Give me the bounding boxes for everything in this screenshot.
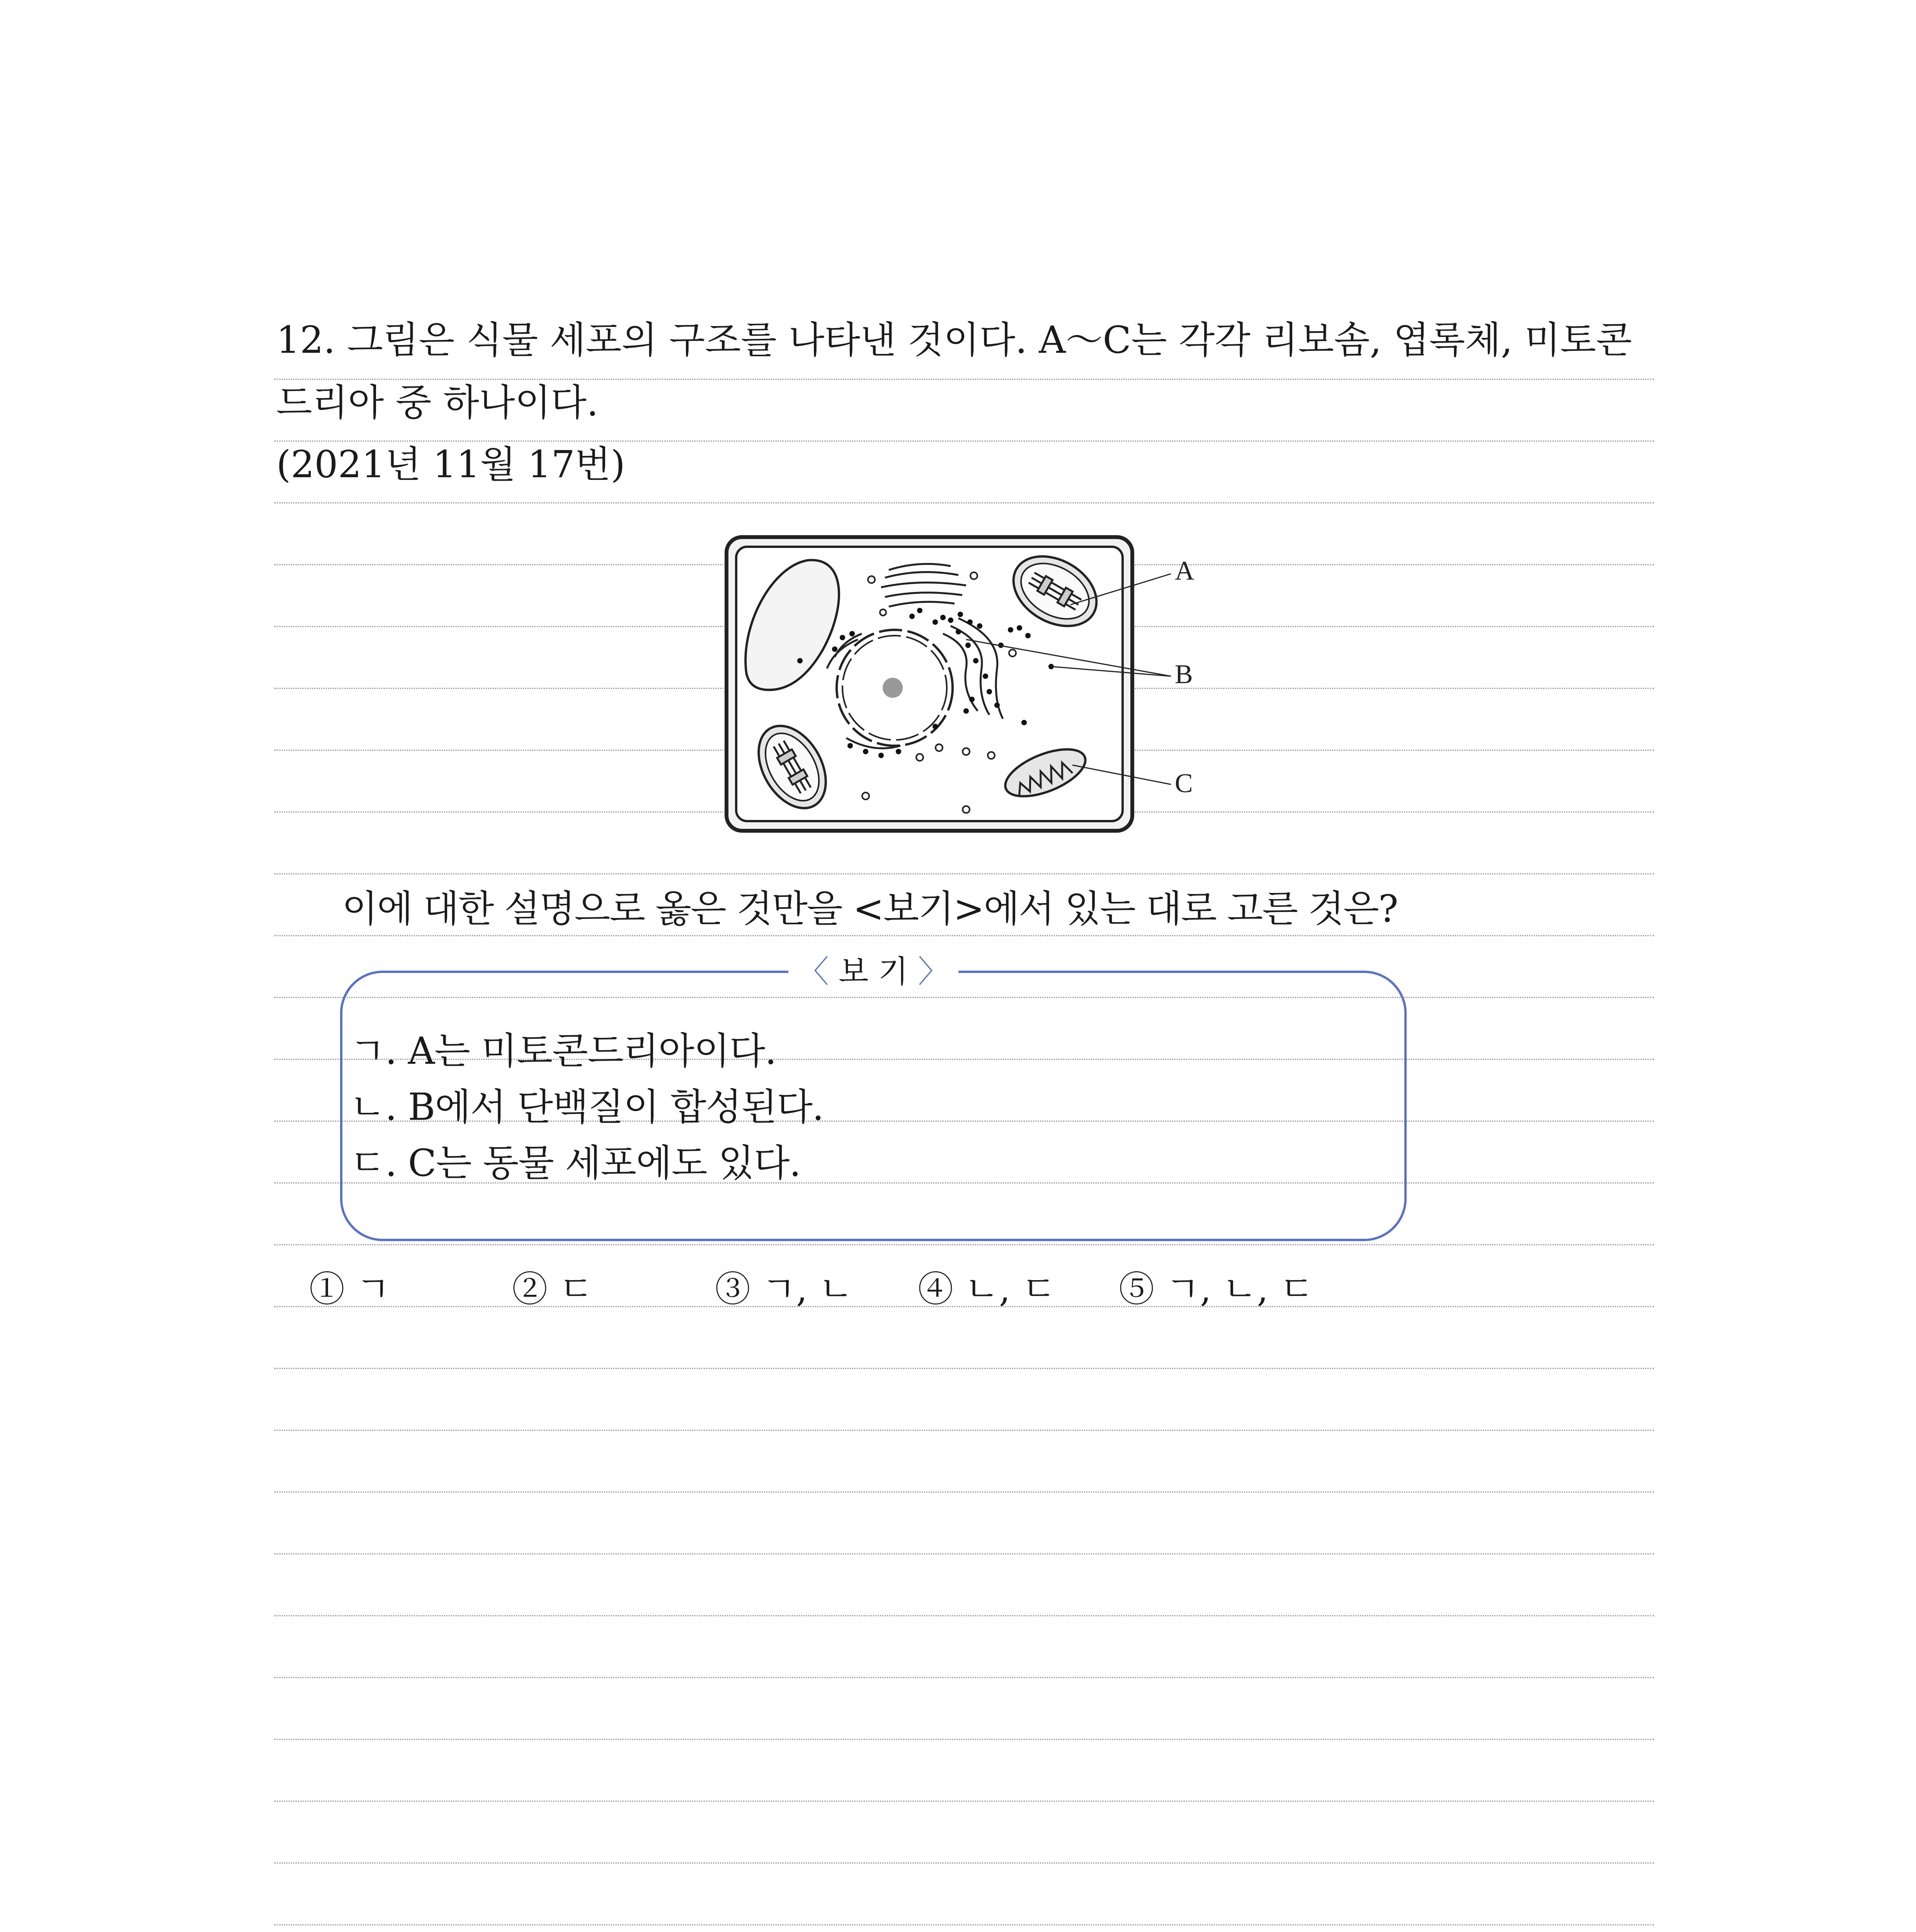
label-c: C xyxy=(1175,769,1193,798)
rule-line xyxy=(274,1244,1654,1245)
rule-line xyxy=(274,1492,1654,1493)
ruled-lines xyxy=(274,0,1654,1932)
bogi-item-2: ㄴ. B에서 단백질이 합성된다. xyxy=(350,1085,824,1129)
label-b: B xyxy=(1175,660,1193,689)
rule-line xyxy=(274,1615,1654,1616)
choice-3[interactable]: ③ ㄱ, ㄴ xyxy=(715,1269,853,1310)
bogi-title xyxy=(788,952,958,991)
rule-line xyxy=(274,1553,1654,1554)
bogi-left-bracket-icon: 〈 xyxy=(798,954,829,990)
bogi-item-3: ㄷ. C는 동물 세포에도 있다. xyxy=(350,1141,801,1185)
bogi-item-1: ㄱ. A는 미토콘드리아이다. xyxy=(350,1029,776,1073)
rule-line xyxy=(274,502,1654,503)
rule-line xyxy=(274,1677,1654,1678)
rule-line xyxy=(274,1862,1654,1864)
bogi-title-text: 보 기 xyxy=(839,954,908,990)
plant-cell-diagram xyxy=(719,529,1240,838)
question-instruction: 이에 대한 설명으로 옳은 것만을 <보기>에서 있는 대로 고른 것은? xyxy=(342,887,1398,930)
question-source: (2021년 11월 17번) xyxy=(276,443,625,486)
question-line-1: 12. 그림은 식물 세포의 구조를 나타낸 것이다. A～C는 각각 리보솜, 엽록체, 미토콘 xyxy=(276,318,1632,362)
rule-line xyxy=(274,1801,1654,1802)
question-line-2: 드리아 중 하나이다. xyxy=(276,381,599,424)
choice-1[interactable]: ① ㄱ xyxy=(309,1269,391,1310)
label-a: A xyxy=(1175,556,1195,586)
rule-line xyxy=(274,1430,1654,1431)
rule-line xyxy=(274,1739,1654,1740)
bogi-right-bracket-icon: 〉 xyxy=(918,954,949,990)
nucleolus xyxy=(883,678,903,698)
choice-5[interactable]: ⑤ ㄱ, ㄴ, ㄷ xyxy=(1119,1269,1314,1310)
choice-4[interactable]: ④ ㄴ, ㄷ xyxy=(918,1269,1056,1310)
rule-line xyxy=(274,1924,1654,1925)
rule-line xyxy=(274,873,1654,874)
choice-2[interactable]: ② ㄷ xyxy=(512,1269,594,1310)
rule-line xyxy=(274,1368,1654,1369)
